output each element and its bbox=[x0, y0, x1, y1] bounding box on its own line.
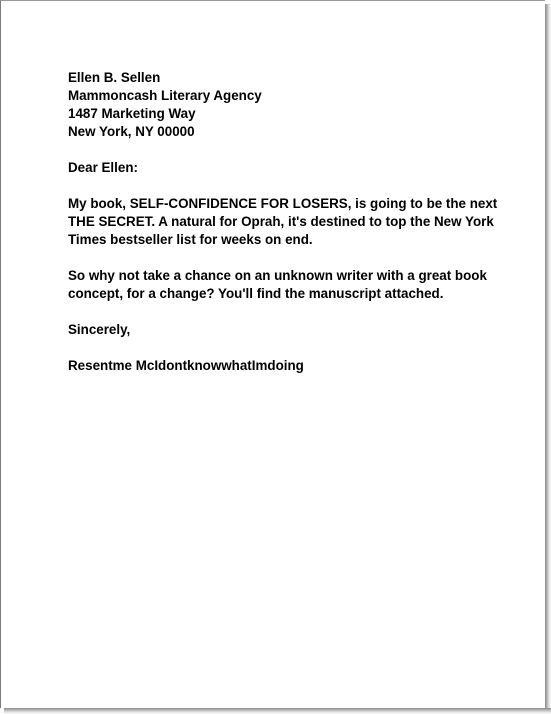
recipient-address bbox=[68, 69, 508, 141]
paragraph-2: So why not take a chance on an unknown writer with a great book concept, for a change? You'll find the manuscript attached. bbox=[68, 268, 487, 301]
salutation: Dear Ellen: bbox=[68, 160, 138, 175]
recipient-street: 1487 Marketing Way bbox=[68, 106, 196, 121]
closing: Sincerely, bbox=[68, 322, 131, 337]
letter-body bbox=[68, 69, 508, 393]
signature: Resentme McIdontknowwhatImdoing bbox=[68, 358, 304, 373]
recipient-city: New York, NY 00000 bbox=[68, 124, 195, 139]
paragraph-1: My book, SELF-CONFIDENCE FOR LOSERS, is going to be the next THE SECRET. A natural for Oprah, it's destined to top the New York Times bestseller list for weeks on end. bbox=[68, 196, 498, 247]
page-shadow-right bbox=[545, 4, 551, 714]
page-shadow-bottom bbox=[4, 708, 551, 714]
recipient-name: Ellen B. Sellen bbox=[68, 70, 161, 85]
recipient-company: Mammoncash Literary Agency bbox=[68, 88, 262, 103]
